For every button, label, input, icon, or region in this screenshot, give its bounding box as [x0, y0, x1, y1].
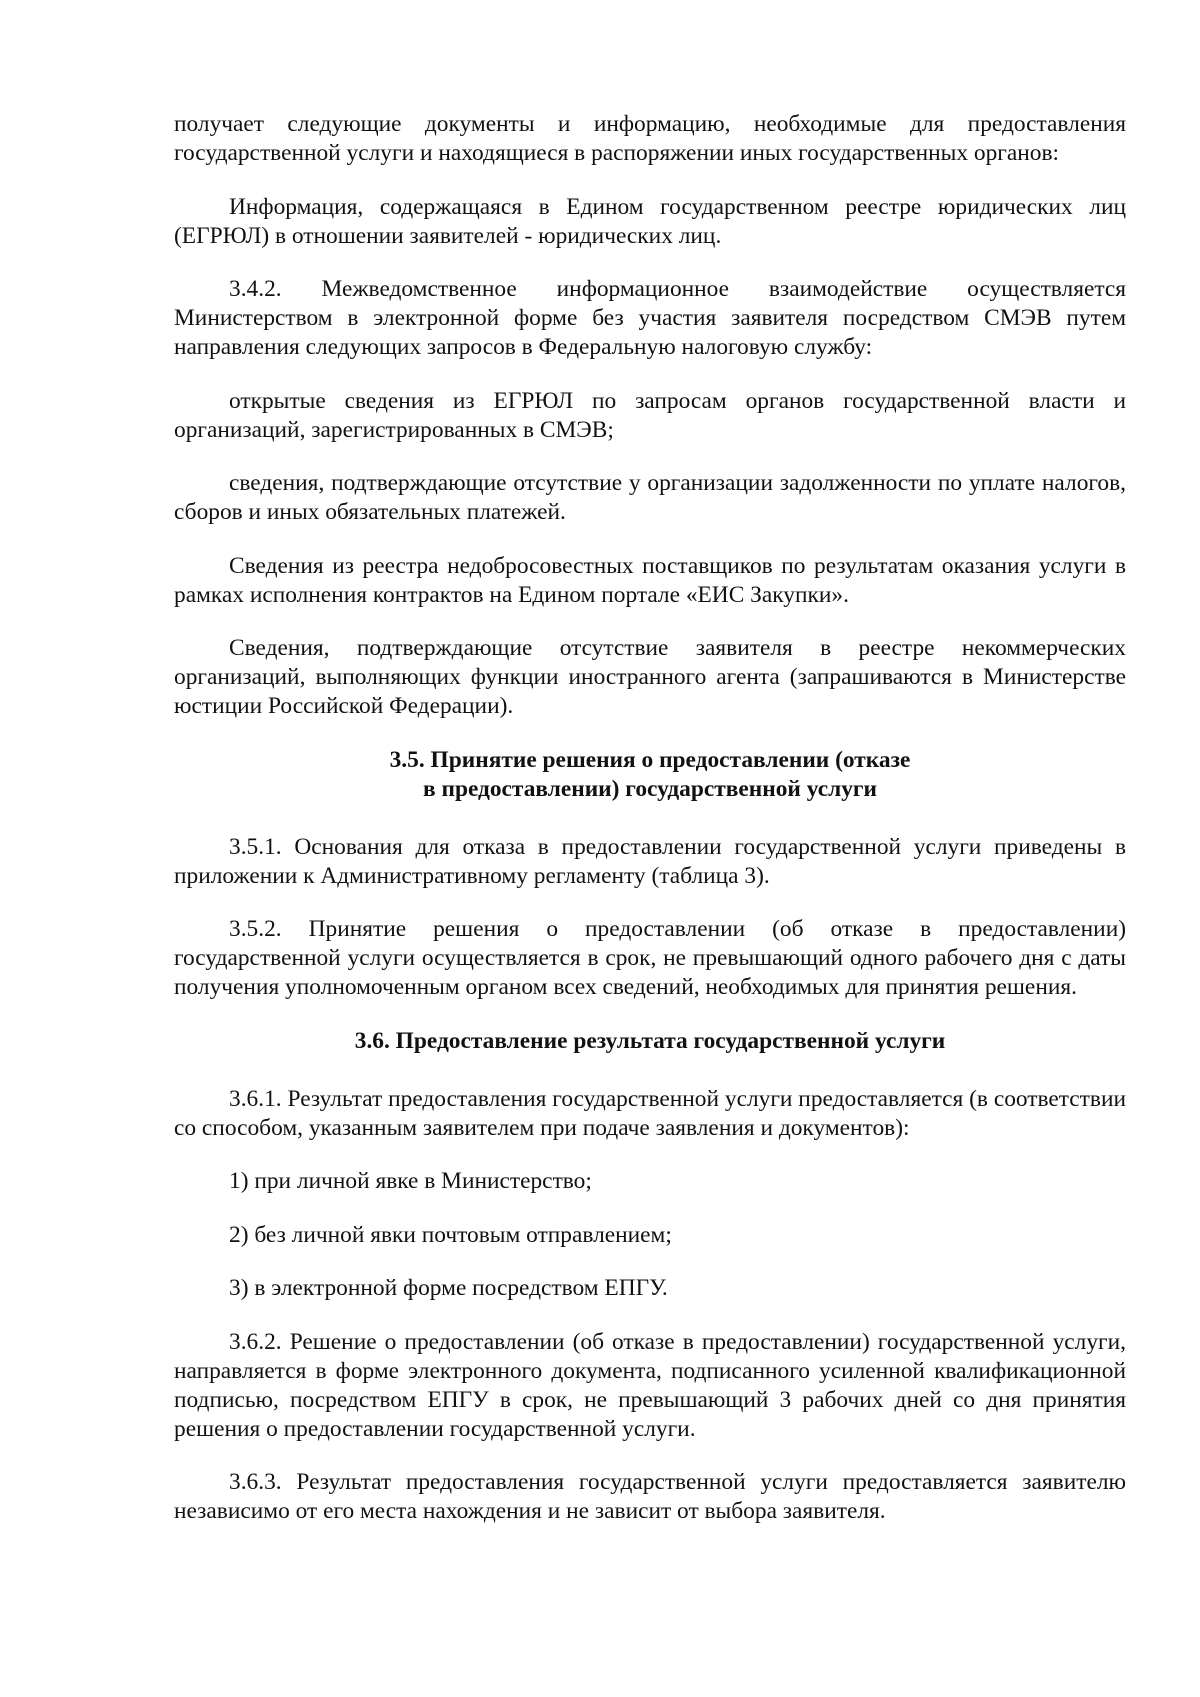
list-item-2: 2) без личной явки почтовым отправлением; — [229, 1221, 672, 1248]
list-item-3: 3) в электронной форме посредством ЕПГУ. — [229, 1275, 668, 1301]
section-3-5-heading-line1: 3.5. Принятие решения о предоставлении (отказе — [389, 746, 911, 773]
list-item-1: 1) при личной явке в Министерство; — [229, 1168, 592, 1194]
section-3-6-heading-line: 3.6. Предоставление результата государственной услуги — [354, 1027, 946, 1054]
section-3-5-heading-line2: в предоставлении) государственной услуги — [422, 775, 877, 802]
paragraph-3-6-3: 3.6.3. Результат предоставления государственной услуги предоставляется заявителю независимо от его места нахождения и не зависит от выбора заявителя. — [174, 1469, 1126, 1524]
paragraph-3-4-2: 3.4.2. Межведомственное информационное взаимодействие осуществляется Министерством в электронной форме без участия заявителя посредством СМЭВ путем направления следующих запросов в Федеральную налоговую службу: — [174, 276, 1126, 360]
paragraph-3-5-2: 3.5.2. Принятие решения о предоставлении (об отказе в предоставлении) государственной услуги осуществляется в срок, не превышающий одного рабочего дня с даты получения уполномоченным органом всех сведений, необходимых для принятия решения. — [174, 916, 1126, 1000]
paragraph-no-debt: сведения, подтверждающие отсутствие у организации задолженности по уплате налогов, сборов и иных обязательных платежей. — [174, 470, 1126, 525]
paragraph-3-6-1: 3.6.1. Результат предоставления государственной услуги предоставляется (в соответствии со способом, указанным заявителем при подаче заявления и документов): — [174, 1085, 1126, 1141]
paragraph-unfair-suppliers: Сведения из реестра недобросовестных поставщиков по результатам оказания услуги в рамках исполнения контрактов на Едином портале «ЕИС Закупки». — [174, 552, 1126, 608]
paragraph-open-egrul: открытые сведения из ЕГРЮЛ по запросам органов государственной власти и организаций, зарегистрированных в СМЭВ; — [174, 387, 1126, 443]
paragraph-foreign-agent: Сведения, подтверждающие отсутствие заявителя в реестре некоммерческих организаций, выполняющих функции иностранного агента (запрашиваются в Министерстве юстиции Российской Федерации). — [174, 635, 1126, 719]
paragraph-egrul-info: Информация, содержащаяся в Едином государственном реестре юридических лиц (ЕГРЮЛ) в отношении заявителей - юридических лиц. — [174, 193, 1126, 249]
paragraph-3-5-1: 3.5.1. Основания для отказа в предоставлении государственной услуги приведены в приложении к Административному регламенту (таблица 3). — [174, 833, 1126, 889]
paragraph-intro: получает следующие документы и информацию, необходимые для предоставления государственной услуги и находящиеся в распоряжении иных государственных органов: — [174, 111, 1126, 166]
section-3-5-heading — [174, 746, 1126, 804]
section-3-6-heading — [174, 1027, 1126, 1056]
paragraph-3-6-2: 3.6.2. Решение о предоставлении (об отказе в предоставлении) государственной услуги, направляется в форме электронного документа, подписанного усиленной квалификационной подписью, посредством ЕПГУ в срок, не превышающий 3 рабочих дней со дня принятия решения о предоставлении государственной услуги. — [174, 1328, 1126, 1442]
document-page — [174, 110, 1126, 1551]
